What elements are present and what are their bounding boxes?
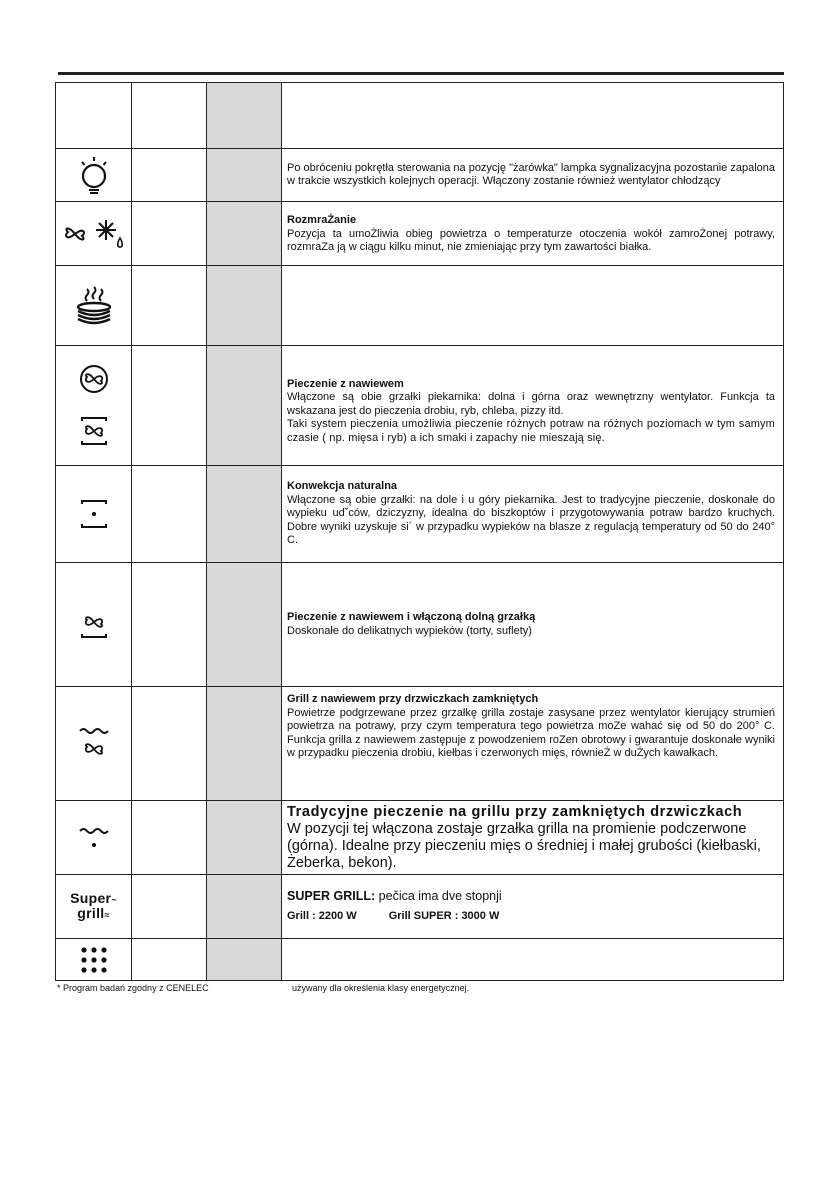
table-row — [56, 686, 783, 800]
conventional-title: Konwekcja naturalna — [287, 480, 398, 493]
top-rule — [58, 72, 784, 75]
table-header-row — [56, 83, 783, 148]
fan-grill-description: Powietrze podgrzewane przez grzałkę grilla zostaje zasysane przez wentylator kierujący strumień powietrza na potrawy, przy czym temperatura tego powietrza moZe wahać się od 50 do 200° C. Funkcja grilla z nawiewem zastępuje z powodzeniem roZen obrotowy i gwarantuje doskonałe wyniki w przypadku pieczenia drobiu, kiełbas i czerwonych mięs, równieŻ w duŻych kawałkach. — [287, 706, 775, 759]
grill-icon — [78, 823, 110, 853]
fan-oven-description-2: Taki system pieczenia umożliwia pieczenie różnych potraw na różnych poziomach w tym samym czasie ( np. mięsa i ryb) a ich smaki i zapachy nie mieszają się. — [287, 418, 775, 444]
grill-description: W pozycji tej włączona zostaje grzałka grilla na promienie podczerwone (górna). Idealne przy pieczeniu mięs o średniej i małej grubości (kiełbaski, Żeberka, bekon). — [287, 820, 761, 871]
fan-grill-title: Grill z nawiewem przy drzwiczkach zamkniętych — [287, 693, 539, 705]
fan-icon — [62, 221, 88, 247]
defrost-description: Pozycja ta umoŻliwia obieg powietrza o temperaturze otoczenia wokół zamroŻonej potrawy, rozmraZa ją w ciągu kilku minut, nie zmieniając przy tym zawartości białka. — [287, 227, 775, 253]
table-row — [56, 800, 783, 874]
fan-bottom-heat-icon — [76, 607, 112, 643]
dots-grid-icon — [79, 945, 109, 975]
super-grill-icon-word-1: Super — [70, 889, 112, 906]
plates-warming-icon — [74, 285, 114, 327]
conventional-description: Włączone są obie grzałki: na dole i u góry piekarnika. Jest to tradycyjne pieczenie, doskonałe do wypieku ud˘ców, dziczyzny, idealna do biszkoptów i przygotowywania potraw bardzo kruchych. Dobre wyniki uzyskuje si´ w przypadku wypieków na blasze z regulacją temperatury od 50 do 240° C. — [287, 493, 775, 547]
fan-bottom-title: Pieczenie z nawiewem i włączoną dolną grzałką — [287, 611, 536, 623]
table-row — [56, 148, 783, 201]
super-grill-subtitle: pečica ima dve stopnji — [375, 889, 502, 903]
grill-title: Tradycyjne pieczenie na grillu przy zamkniętych drzwiczkach — [287, 803, 743, 820]
defrost-title: RozmraŻanie — [287, 214, 357, 226]
fan-in-circle-icon — [78, 363, 110, 395]
table-row — [56, 201, 783, 265]
fan-bottom-description: Doskonałe do delikatnych wypieków (torty, suflety) — [287, 624, 532, 637]
super-grill-power-1: Grill : 2200 W — [287, 909, 357, 922]
footnote-right: używany dla określenia klasy energetycznej. — [292, 983, 470, 993]
super-grill-icon: Super~ grill≈ — [56, 875, 132, 938]
lamp-icon — [76, 155, 112, 195]
table-row — [56, 874, 783, 938]
table-row — [56, 345, 783, 465]
fan-oven-title: Pieczenie z nawiewem — [287, 377, 404, 390]
super-grill-power-2: Grill SUPER : 3000 W — [388, 909, 500, 922]
super-grill-title: SUPER GRILL: — [287, 889, 376, 903]
snowflake-drop-icon — [94, 218, 126, 250]
fan-grill-icon — [76, 725, 112, 763]
footnote-left: * Program badań zgodny z CENELEC — [57, 983, 209, 993]
fan-oven-description-1: Włączone są obie grzałki piekarnika: dolna i górna oraz wewnętrzny wentylator. Funkcja ta wskazana jest do pieczenia drobiu, ryb, chleba, pizzy itd. — [287, 391, 775, 417]
lamp-description: Po obróceniu pokrętła sterowania na pozycję "żarówka" lampka sygnalizacyjna pozostanie zapalona w trakcie wszystkich kolejnych operacji. Włączony zostanie również wentylator chłodzący — [287, 161, 775, 187]
super-grill-icon-word-2: grill — [77, 904, 105, 921]
table-row — [56, 562, 783, 686]
table-row — [56, 465, 783, 562]
fan-top-bottom-heat-icon — [76, 413, 112, 449]
table-row — [56, 265, 783, 345]
top-bottom-heat-icon — [76, 496, 112, 532]
oven-functions-table — [55, 82, 784, 981]
table-row — [56, 938, 783, 980]
